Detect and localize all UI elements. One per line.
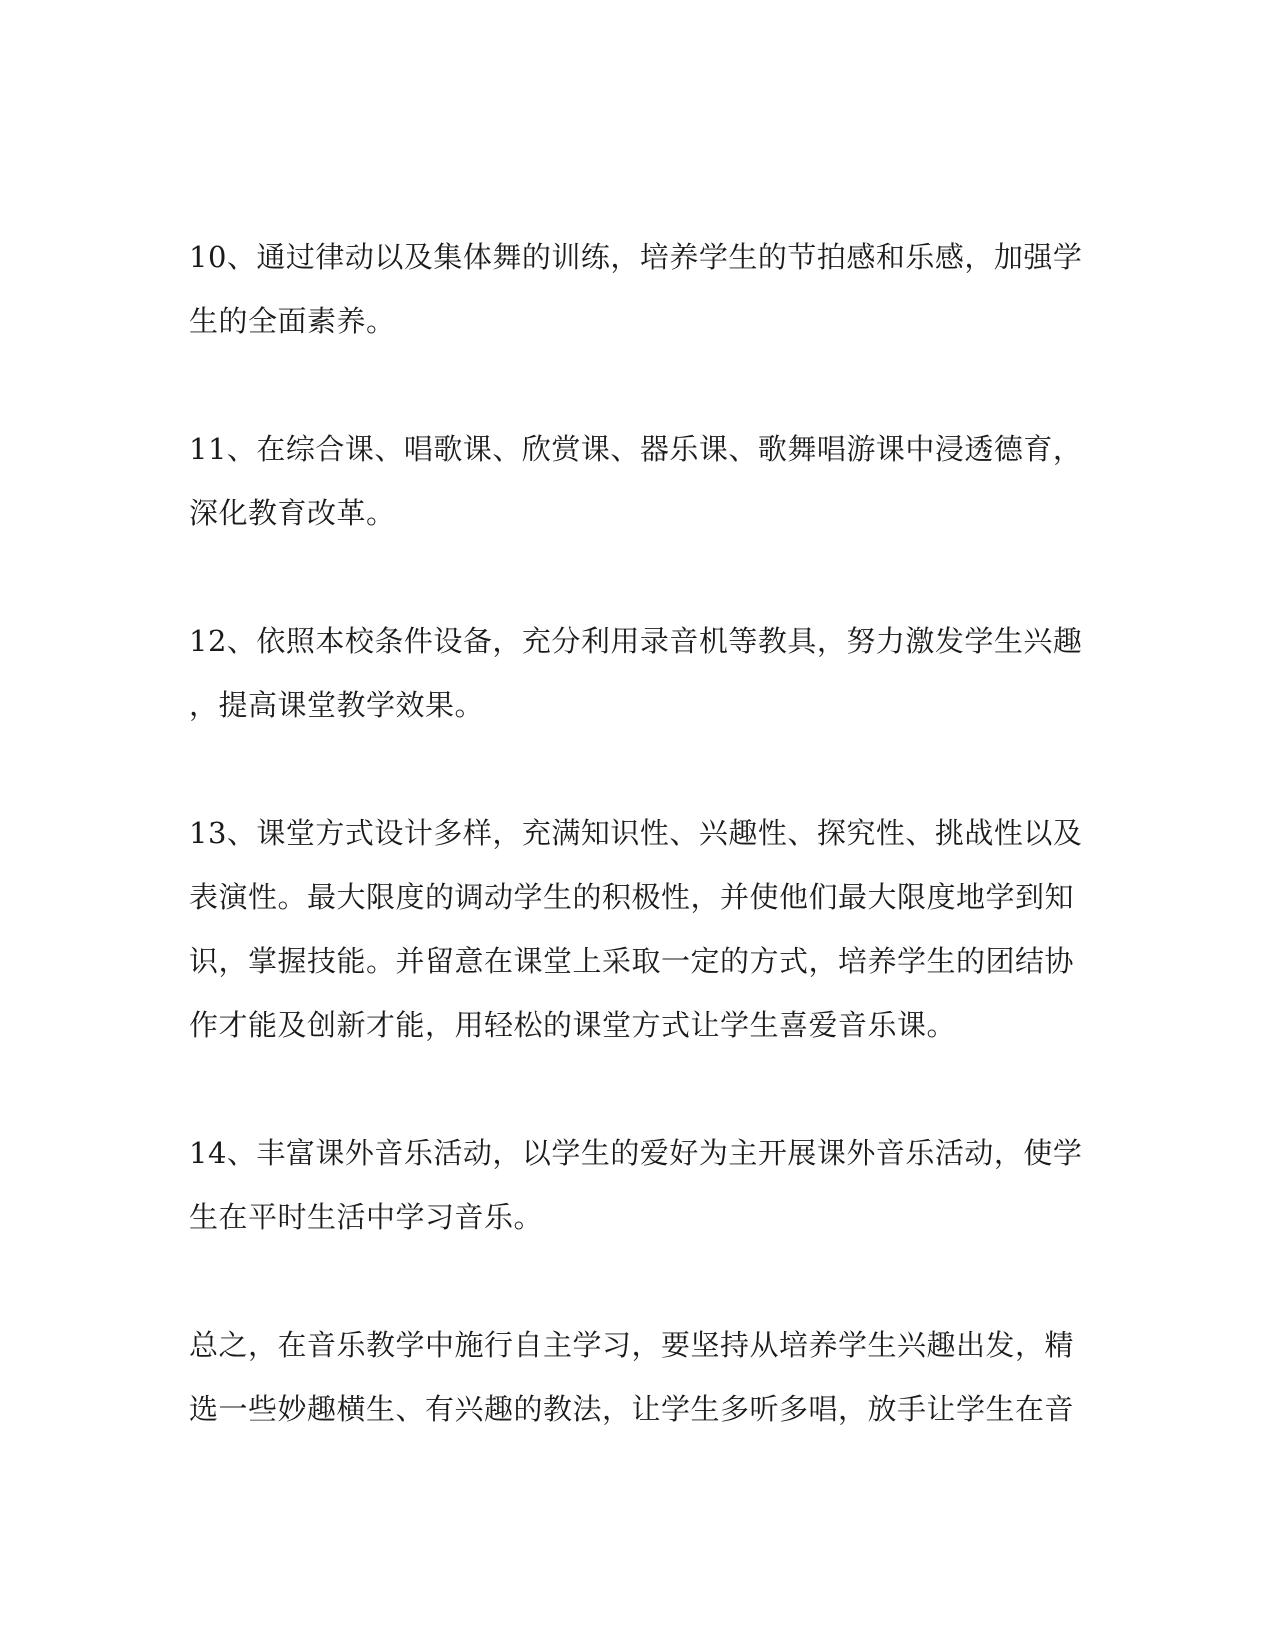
paragraph-item-13 [189, 801, 1083, 1057]
text-line: 总之，在音乐教学中施行自主学习，要坚持从培养学生兴趣出发，精 [189, 1328, 1075, 1362]
text-line: 深化教育改革。 [189, 496, 396, 530]
text-line: 13、课堂方式设计多样，充满知识性、兴趣性、探究性、挑战性以及 [189, 816, 1083, 850]
text-line: 识，掌握技能。并留意在课堂上采取一定的方式，培养学生的团结协 [189, 944, 1075, 978]
text-line: 14、丰富课外音乐活动，以学生的爱好为主开展课外音乐活动，使学 [189, 1136, 1083, 1170]
text-line: 10、通过律动以及集体舞的训练，培养学生的节拍感和乐感，加强学 [189, 240, 1083, 274]
paragraph-item-12 [189, 609, 1083, 737]
text-line: 生的全面素养。 [189, 304, 396, 338]
text-line: 生在平时生活中学习音乐。 [189, 1200, 544, 1234]
text-line: 选一些妙趣横生、有兴趣的教法，让学生多听多唱，放手让学生在音 [189, 1392, 1075, 1426]
paragraph-item-10 [189, 225, 1083, 353]
text-line: 作才能及创新才能，用轻松的课堂方式让学生喜爱音乐课。 [189, 1008, 957, 1042]
document-body [189, 225, 1083, 1505]
paragraph-summary [189, 1313, 1075, 1441]
text-line: 12、依照本校条件设备，充分利用录音机等教具，努力激发学生兴趣 [189, 624, 1083, 658]
paragraph-item-14 [189, 1121, 1083, 1249]
text-line: 表演性。最大限度的调动学生的积极性，并使他们最大限度地学到知 [189, 880, 1075, 914]
paragraph-item-11 [189, 417, 1083, 545]
text-line: ，提高课堂教学效果。 [189, 688, 485, 722]
text-line: 11、在综合课、唱歌课、欣赏课、器乐课、歌舞唱游课中浸透德育， [189, 432, 1083, 466]
